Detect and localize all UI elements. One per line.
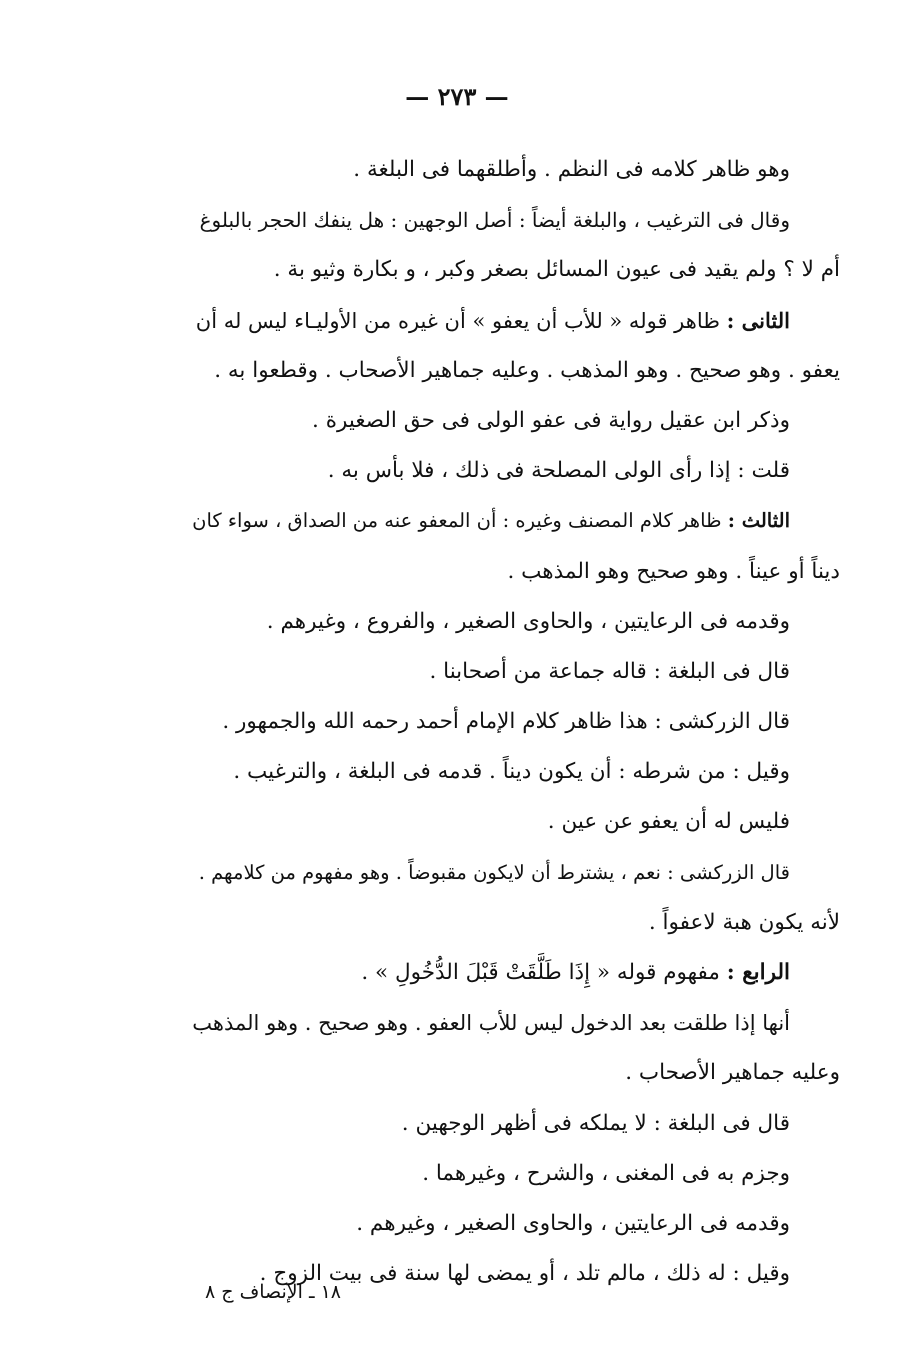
signature-mark: ١٨ ـ الإنصاف ج ٨ [205,1281,341,1303]
text-line: وجزم به فى المغنى ، والشرح ، وغيرهما . [422,1160,790,1186]
text-line: وقيل : من شرطه : أن يكون ديناً . قدمه فى البلغة ، والترغيب . [233,759,790,785]
text-line: الثالث : ظاهر كلام المصنف وغيره : أن المعفو عنه من الصداق ، سواء كان [192,509,790,533]
text-line: وهو ظاهر كلامه فى النظم . وأطلقهما فى البلغة . [353,157,790,182]
text-line: أنها إذا طلقت بعد الدخول ليس للأب العفو . وهو صحيح . وهو المذهب [192,1011,790,1036]
text-line: قال الزركشى : نعم ، يشترط أن لايكون مقبوضاً . وهو مفهوم من كلامهم . [198,860,790,884]
text-line: أم لا ؟ ولم يقيد فى عيون المسائل بصغر وكبر ، و بكارة وثيو بة . [273,257,840,283]
section-lead: الثانى : [726,307,790,333]
section-lead: الرابع : [726,960,790,985]
text-line: ديناً أو عيناً . وهو صحيح وهو المذهب . [507,558,840,584]
text-line: وقال فى الترغيب ، والبلغة أيضاً : أصل الوجهين : هل ينفك الحجر بالبلوغ [199,208,790,233]
text-line: يعفو . وهو صحيح . وهو المذهب . وعليه جماهير الأصحاب . وقطعوا به . [214,357,840,383]
text-line: وعليه جماهير الأصحاب . [625,1060,840,1086]
text-line: فليس له أن يعفو عن عين . [547,809,790,835]
text-line: وقيل : له ذلك ، مالم تلد ، أو يمضى لها سنة فى بيت الزوج . [259,1261,790,1287]
text-line: الرابع : مفهوم قوله « إِذَا طَلَّقَتْ قَبْلَ الدُّخُولِ » . [361,960,790,985]
text-line: قال فى البلغة : لا يملكه فى أظهر الوجهين . [401,1110,790,1136]
text-line: وقدمه فى الرعايتين ، والحاوى الصغير ، والفروع ، وغيرهم . [266,608,790,634]
text-line: قال الزركشى : هذا ظاهر كلام الإمام أحمد رحمه الله والجمهور . [222,709,790,735]
text-line: قلت : إذا رأى الولى المصلحة فى ذلك ، فلا بأس به . [327,458,790,484]
text-line: وذكر ابن عقيل رواية فى عفو الولى فى حق الصغيرة . [312,407,790,433]
page-body-text [190,145,840,1299]
text-line: وقدمه فى الرعايتين ، والحاوى الصغير ، وغيرهم . [356,1210,790,1236]
section-lead: الثالث : [727,509,790,533]
text-line: لأنه يكون هبة لاعفواً . [648,909,840,935]
text-line: الثانى : ظاهر قوله « للأب أن يعفو » أن غيره من الأوليـاء ليس له أن [195,307,790,333]
text-line: قال فى البلغة : قاله جماعة من أصحابنا . [429,658,790,684]
page-number: — ٢٧٣ — [405,82,509,111]
